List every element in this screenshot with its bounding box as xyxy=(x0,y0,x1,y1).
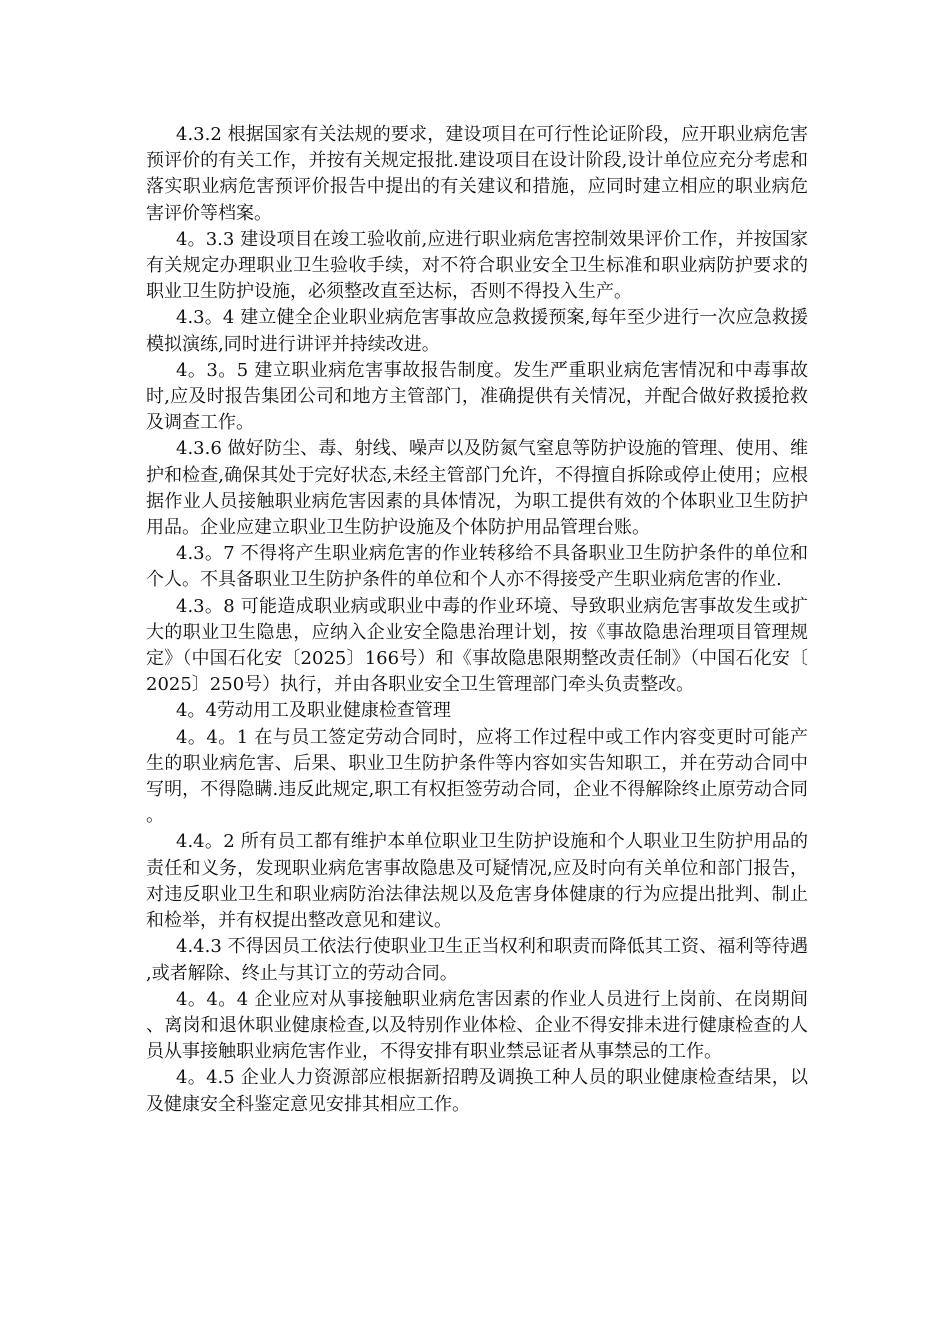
paragraph-4-3-5: 4。3。5 建立职业病危害事故报告制度。发生严重职业病危害情况和中毒事故时,应及时报告集团公司和地方主管部门，准确提供有关情况，并配合做好救援抢救及调查工作。 xyxy=(146,359,808,434)
paragraph-4-3-2: 4.3.2 根据国家有关法规的要求，建设项目在可行性论证阶段，应开职业病危害预评价的有关工作，并按有关规定报批.建设项目在设计阶段,设计单位应充分考虑和落实职业病危害预评价报告中提出的有关建议和措施，应同时建立相应的职业病危害评价等档案。 xyxy=(146,124,808,224)
paragraph-4-4-2: 4.4。2 所有员工都有维护本单位职业卫生防护设施和个人职业卫生防护用品的责任和义务，发现职业病危害事故隐患及可疑情况,应及时向有关单位和部门报告，对违反职业卫生和职业病防治法律法规以及危害身体健康的行为应提出批判、制止和检举，并有权提出整改意见和建议。 xyxy=(146,831,808,932)
paragraph-4-3-7: 4.3。7 不得将产生职业病危害的作业转移给不具备职业卫生防护条件的单位和个人。不具备职业卫生防护条件的单位和个人亦不得接受产生职业病危害的作业. xyxy=(146,543,808,591)
section-heading-4-4: 4。4劳动用工及职业健康检查管理 xyxy=(176,700,451,722)
paragraph-4-3-8: 4.3。8 可能造成职业病或职业中毒的作业环境、导致职业病危害事故发生或扩大的职业卫生隐患，应纳入企业安全隐患治理计划，按《事故隐患治理项目管理规定》（中国石化安〔2025〕166号）和《事故隐患限期整改责任制》（中国石化安〔2025〕250号）执行，并由各职业安全卫生管理部门牵头负责整改。 xyxy=(146,595,808,696)
paragraph-4-4-5: 4。4.5 企业人力资源部应根据新招聘及调换工种人员的职业健康检查结果，以及健康安全科鉴定意见安排其相应工作。 xyxy=(146,1067,808,1115)
document-body xyxy=(146,122,808,1118)
paragraph-4-4-1: 4。4。1 在与员工签定劳动合同时，应将工作过程中或工作内容变更时可能产生的职业病危害、后果、职业卫生防护条件等内容如实告知职工，并在劳动合同中写明，不得隐瞒.违反此规定,职工有权拒签劳动合同，企业不得解除终止原劳动合同。 xyxy=(146,726,808,827)
paragraph-4-3-6: 4.3.6 做好防尘、毒、射线、噪声以及防氮气窒息等防护设施的管理、使用、维护和检查,确保其处于完好状态,未经主管部门允许，不得擅自拆除或停止使用；应根据作业人员接触职业病危害因素的具体情况，为职工提供有效的个体职业卫生防护用品。企业应建立职业卫生防护设施及个体防护用品管理台账。 xyxy=(146,438,808,539)
paragraph-4-4-3: 4.4.3 不得因员工依法行使职业卫生正当权利和职责而降低其工资、福利等待遇,或者解除、终止与其订立的劳动合同。 xyxy=(146,936,808,984)
paragraph-4-4-4: 4。4。4 企业应对从事接触职业病危害因素的作业人员进行上岗前、在岗期间、离岗和退休职业健康检查,以及特别作业体检、企业不得安排未进行健康检查的人员从事接触职业病危害作业，不得安排有职业禁忌证者从事禁忌的工作。 xyxy=(146,988,808,1063)
paragraph-4-3-3: 4。3.3 建设项目在竣工验收前,应进行职业病危害控制效果评价工作，并按国家有关规定办理职业卫生验收手续，对不符合职业安全卫生标准和职业病防护要求的职业卫生防护设施，必须整改直至达标，否则不得投入生产。 xyxy=(146,228,808,303)
paragraph-4-3-4: 4.3。4 建立健全企业职业病危害事故应急救援预案,每年至少进行一次应急救援模拟演练,同时进行讲评并持续改进。 xyxy=(146,307,808,355)
